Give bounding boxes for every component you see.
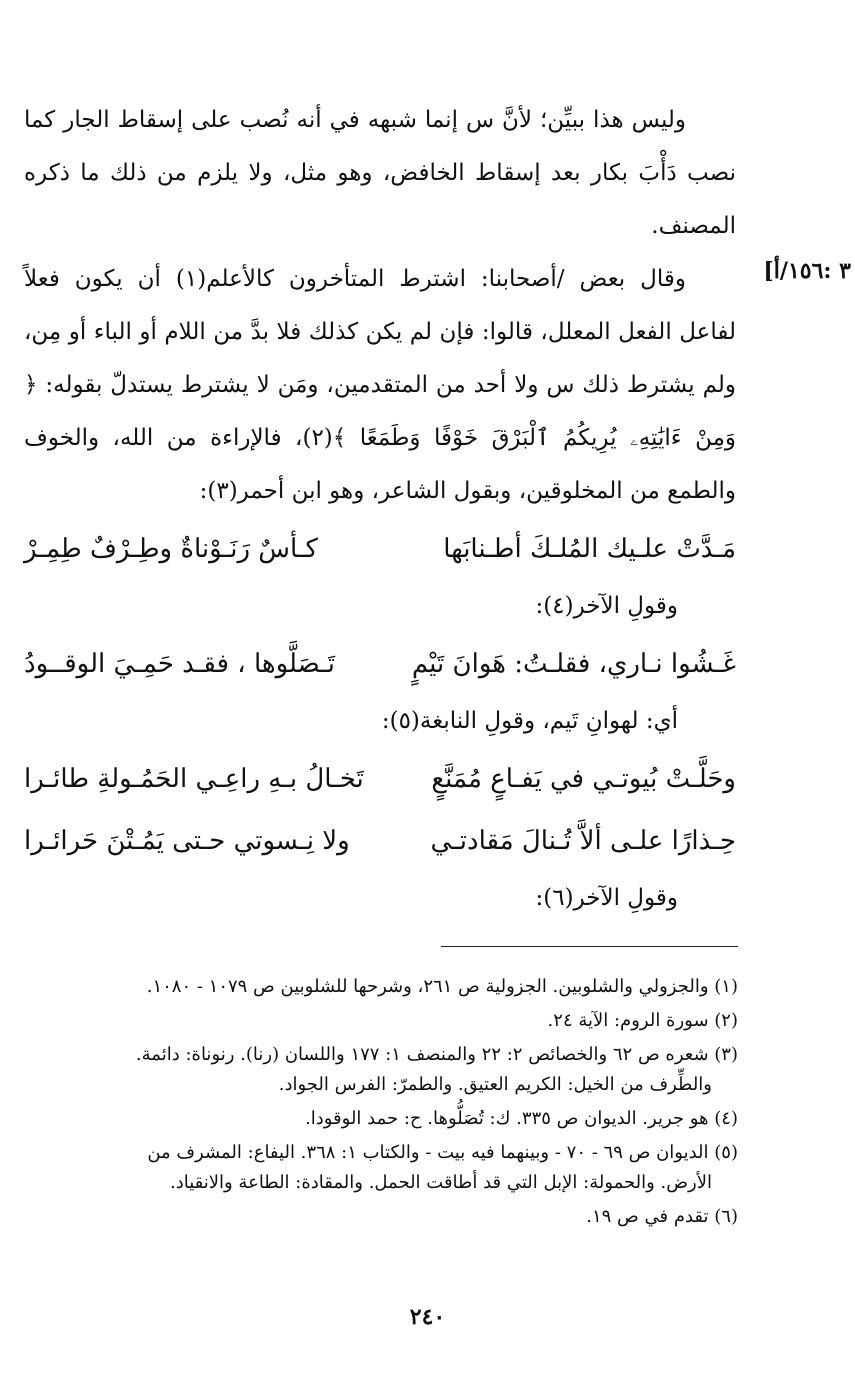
- verse-3-intro: أي: لهوانِ تَيم، وقولِ النابغة(٥):: [381, 708, 678, 734]
- verse-5-intro: وقولِ الآخر(٦):: [535, 885, 678, 911]
- margin-manuscript-reference: ٣ :١٥٦/أ]: [763, 258, 851, 284]
- footnote-5-continuation: الأرض. والحمولة: الإبل التي قد أطاقت الحمل. والمقادة: الطاعة والانقياد.: [169, 1172, 712, 1193]
- paragraph-1: وليس هذا ببيِّن؛ لأنَّ س إنما شبهه في أنه نُصب على إسقاط الجار كما نصب دَأْبَ بكار بعد إسقاط الخافض، وهو مثل، ولا يلزم من ذلك ما ذكره المصنف.: [24, 107, 736, 239]
- verse-2-first-hemistich: غَـشُوا نـاري، فقلـتُ: هَوانَ تَيْمٍ: [411, 649, 736, 679]
- verse-3: [24, 748, 736, 810]
- footnote-3: (٣) شعره ص ٦٢ والخصائص ٢: ٢٢ والمنصف ١: ١٧٧ واللسان (رنا). رنوناة: دائمة.: [135, 1044, 738, 1065]
- verse-4-second-hemistich: ولا نِـسوتي حـتى يَمُـتْنَ حَرائـرا: [24, 826, 350, 856]
- verse-1-second-hemistich: كـأسٌ رَنَـوْناةٌ وطِـرْفٌ طِمِـرْ: [24, 534, 318, 564]
- verse-3-second-hemistich: تَخـالُ بـهِ راعِـي الحَمُـولةِ طائـرا: [24, 764, 364, 794]
- verse-2-second-hemistich: تَـصَلَّوها ، فقـد حَمِـيَ الوقــودُ: [24, 649, 336, 679]
- footnote-2: (٢) سورة الروم: الآية ٢٤.: [547, 1010, 738, 1031]
- verse-1-first-hemistich: مَـدَّتْ علـيك المُلـكَ أطـنابَها: [443, 534, 736, 564]
- verse-2: [24, 633, 736, 695]
- footnote-5: (٥) الديوان ص ٦٩ - ٧٠ - وبينهما فيه بيت - والكتاب ١: ٣٦٨. اليفاع: المشرف من: [147, 1142, 738, 1163]
- verse-4: [24, 810, 736, 872]
- footnote-4: (٤) هو جرير. الديوان ص ٣٣٥. ك: تُصَلُّوها. ح: حمد الوقودا.: [305, 1108, 738, 1129]
- footnote-1: (١) والجزولي والشلوبين. الجزولية ص ٢٦١، وشرحها للشلوبين ص ١٠٧٩ - ١٠٨٠.: [146, 976, 738, 997]
- verse-3-first-hemistich: وحَلَّـتْ بُيوتـي في يَفـاعٍ مُمَنَّعٍ: [431, 764, 736, 794]
- footnote-6: (٦) تقدم في ص ١٩.: [586, 1206, 738, 1227]
- page-number: ٢٤٠: [409, 1304, 446, 1330]
- verse-4-first-hemistich: حِـذارًا علـى ألاَّ تُـنالَ مَقادتـي: [430, 826, 736, 856]
- footnotes: [24, 972, 738, 1236]
- footnote-3-continuation: والطِّرف من الخيل: الكريم العتيق. والطمرّ: الفرس الجواد.: [278, 1074, 712, 1095]
- verse-1: [24, 518, 736, 580]
- footnote-separator: [441, 946, 738, 947]
- main-text: [24, 94, 736, 925]
- paragraph-2: وقال بعض /أصحابنا: اشترط المتأخرون كالأعلم(١) أن يكون فعلاً لفاعل الفعل المعلل، قالوا: فإن لم يكن كذلك فلا بدَّ من اللام أو الباء أو مِن، ولم يشترط ذلك س ولا أحد من المتقدمين، ومَن لا يشترط يستدلّ بقوله: ﴿ وَمِنْ ءَايَٰتِهِۦ يُرِيكُمُ ٱلْبَرْقَ خَوْفًا وَطَمَعًا ﴾(٢)، فالإراءة من الله، والخوف والطمع من المخلوقين، وبقول الشاعر، وهو ابن أحمر(٣):: [24, 266, 736, 504]
- verse-2-intro: وقولِ الآخر(٤):: [535, 593, 678, 619]
